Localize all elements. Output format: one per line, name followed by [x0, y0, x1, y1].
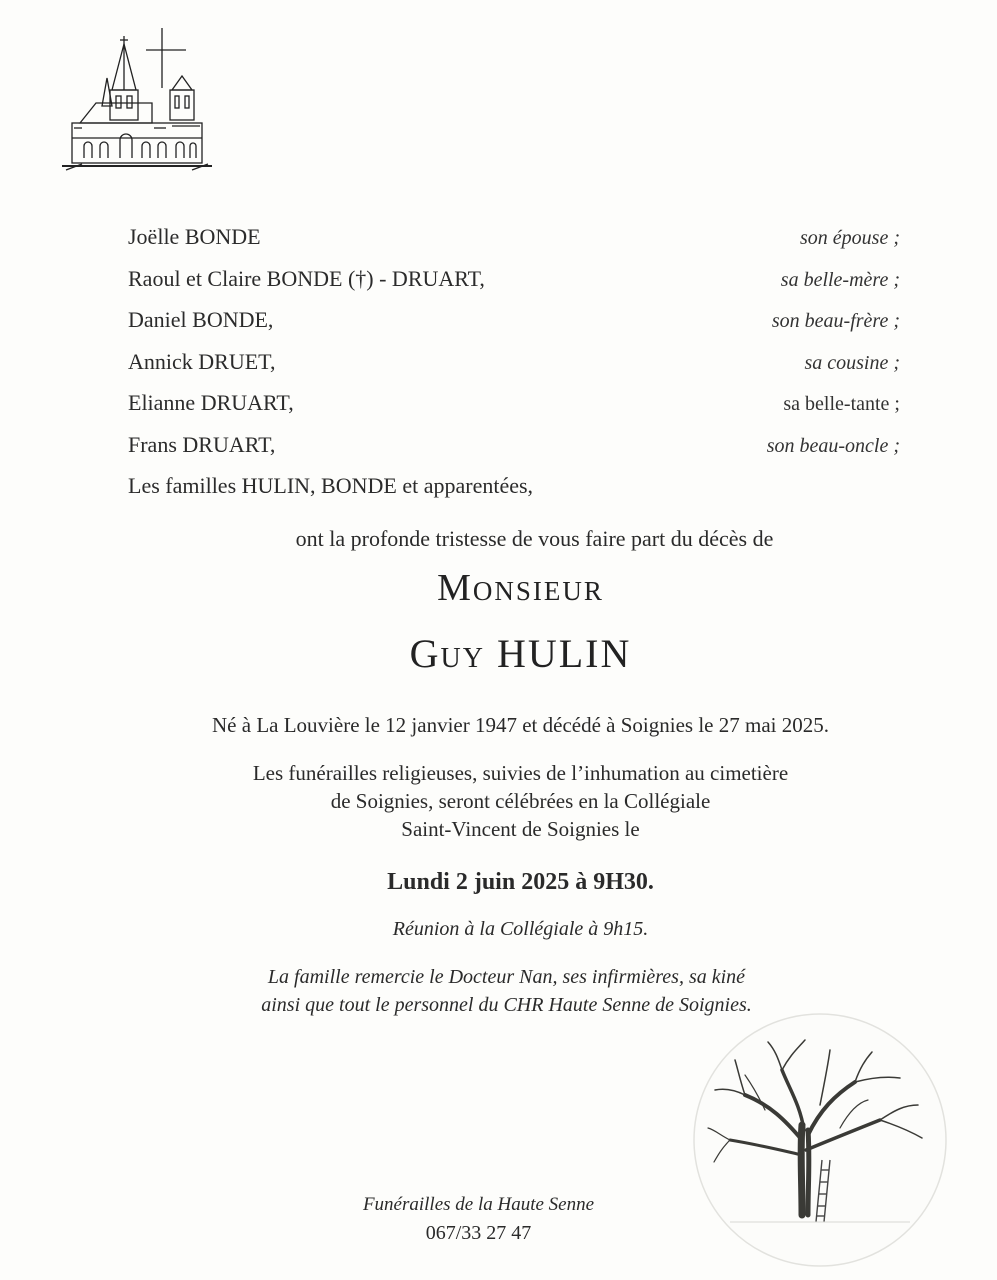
funeral-details-line: Les funérailles religieuses, suivies de l’inhumation au cimetière [252, 761, 789, 785]
meeting-note: Réunion à la Collégiale à 9h15. [392, 918, 649, 940]
family-member-relation: son beau-frère ; [771, 310, 900, 332]
funeral-details-line: de Soignies, seront célébrées en la Collégiale [330, 789, 711, 813]
family-member-relation: sa cousine ; [804, 351, 900, 374]
family-list [128, 224, 900, 515]
family-row [128, 266, 900, 308]
thanks-line: ainsi que tout le personnel du CHR Haute Senne de Soignies. [261, 994, 752, 1016]
church-icon [62, 28, 212, 173]
family-member-name: Elianne DRUART, [128, 390, 294, 415]
funeral-home-phone: 067/33 27 47 [425, 1222, 532, 1244]
announcement-intro: ont la profonde tristesse de vous faire part du décès de [295, 526, 774, 551]
birth-death-line: Né à La Louvière le 12 janvier 1947 et décédé à Soignies le 27 mai 2025. [212, 713, 829, 737]
ceremony-date: Lundi 2 juin 2025 à 9H30. [387, 869, 654, 895]
thanks-line: La famille remercie le Docteur Nan, ses infirmières, sa kiné [267, 966, 746, 988]
family-member-relation: sa belle-mère ; [780, 268, 900, 291]
family-member-name: Raoul et Claire BONDE (†) - DRUART, [128, 265, 485, 291]
family-member-relation: sa belle-tante ; [783, 393, 900, 415]
deceased-title: Monsieur [437, 567, 604, 609]
family-row [128, 473, 900, 515]
family-member-name: Annick DRUET, [128, 348, 276, 374]
funeral-details-line: Saint-Vincent de Soignies le [401, 817, 640, 841]
family-member-relation: son épouse ; [800, 227, 900, 249]
family-member-name: Frans DRUART, [128, 431, 276, 457]
family-row [128, 307, 900, 349]
family-row [128, 432, 900, 474]
funeral-home-name: Funérailles de la Haute Senne [362, 1194, 595, 1215]
family-row [128, 349, 900, 391]
family-member-relation: son beau-oncle ; [766, 434, 900, 457]
family-row [128, 224, 900, 266]
family-member-name: Daniel BONDE, [128, 307, 274, 332]
family-row [128, 390, 900, 432]
deceased-name: Guy HULIN [409, 631, 632, 676]
funeral-details [22, 759, 997, 843]
family-member-name: Les familles HULIN, BONDE et apparentées, [128, 473, 534, 498]
family-member-name: Joëlle BONDE [128, 224, 261, 249]
